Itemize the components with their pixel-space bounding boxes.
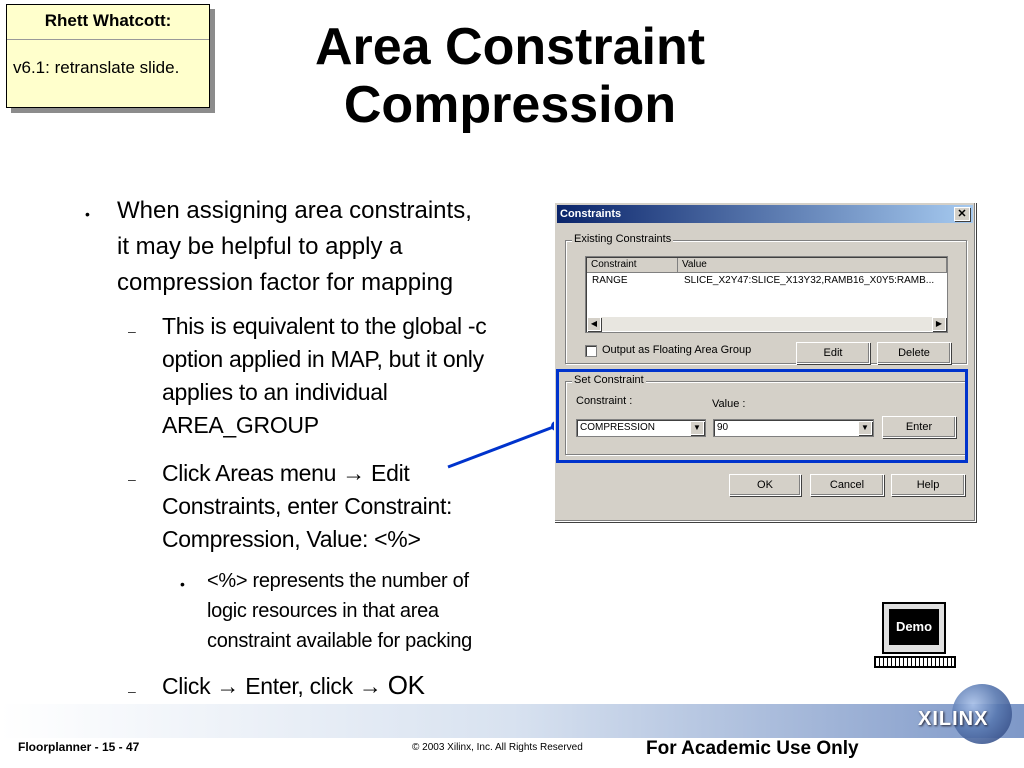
scroll-right-icon[interactable]: ▶ bbox=[932, 317, 946, 331]
xilinx-logo: XILINX bbox=[918, 708, 989, 730]
enter-button[interactable]: Enter bbox=[882, 416, 956, 438]
ok-word: OK bbox=[387, 670, 425, 700]
sub-line: option applied in MAP, but it only bbox=[162, 346, 484, 372]
row-constraint[interactable]: RANGE bbox=[592, 275, 628, 286]
constraints-list[interactable] bbox=[585, 256, 948, 333]
sub-line: AREA_GROUP bbox=[162, 412, 319, 438]
constraint-label: Constraint : bbox=[576, 395, 633, 407]
bullet-main-line: When assigning area constraints, bbox=[117, 197, 472, 224]
callout-line bbox=[440, 415, 570, 475]
sub-line: applies to an individual bbox=[162, 379, 388, 405]
footer-bar bbox=[0, 704, 1024, 738]
edit-button[interactable]: Edit bbox=[796, 342, 870, 364]
constraints-dialog bbox=[554, 202, 976, 522]
bullet-main-line: compression factor for mapping bbox=[117, 269, 454, 296]
cancel-button[interactable]: Cancel bbox=[810, 474, 884, 496]
bullet-main bbox=[117, 193, 517, 301]
scroll-left-icon[interactable]: ◀ bbox=[587, 317, 601, 331]
set-constraint-highlight bbox=[556, 369, 968, 463]
note-divider bbox=[7, 39, 209, 40]
column-header-constraint[interactable]: Constraint bbox=[587, 258, 678, 273]
floating-area-checkbox[interactable] bbox=[585, 345, 597, 357]
sub-line: Constraints, enter Constraint: bbox=[162, 493, 453, 519]
subsub-line: logic resources in that area bbox=[207, 600, 439, 622]
dash-mark: – bbox=[128, 471, 136, 487]
reviewer-note bbox=[6, 4, 210, 108]
delete-button[interactable]: Delete bbox=[877, 342, 951, 364]
footer-academic: For Academic Use Only bbox=[646, 738, 859, 759]
subsub-bullet-represents bbox=[207, 566, 517, 656]
sub-line: Compression, Value: <%> bbox=[162, 526, 421, 552]
row-value[interactable]: SLICE_X2Y47:SLICE_X13Y32,RAMB16_X0Y5:RAMB... bbox=[684, 275, 935, 286]
subsub-line: <%> represents the number of bbox=[207, 570, 469, 592]
group-label: Existing Constraints bbox=[574, 233, 672, 245]
footer-module: Floorplanner - 15 - 47 bbox=[18, 740, 140, 754]
dash-mark: – bbox=[128, 683, 136, 699]
dialog-title: Constraints bbox=[560, 208, 622, 220]
note-author: Rhett Whatcott: bbox=[44, 11, 172, 30]
existing-constraints-group bbox=[565, 233, 967, 364]
column-header-value[interactable]: Value bbox=[678, 258, 947, 273]
note-body: v6.1: retranslate slide. bbox=[13, 58, 180, 77]
slide-title bbox=[250, 18, 770, 134]
title-line-2: Compression bbox=[343, 76, 677, 134]
demo-label: Demo bbox=[889, 609, 939, 645]
checkbox-label: Output as Floating Area Group bbox=[602, 344, 752, 356]
bullet-main-line: it may be helpful to apply a bbox=[117, 233, 403, 260]
ok-button[interactable]: OK bbox=[729, 474, 801, 496]
constraint-combo-value: COMPRESSION bbox=[580, 422, 656, 433]
value-label: Value : bbox=[712, 398, 746, 410]
horizontal-scrollbar[interactable] bbox=[587, 317, 946, 331]
close-button[interactable]: ✕ bbox=[954, 207, 970, 221]
sub-line: Click Areas menu → Edit bbox=[162, 460, 410, 486]
sub-line: Click → Enter, click → bbox=[162, 673, 388, 699]
footer-copyright: © 2003 Xilinx, Inc. All Rights Reserved bbox=[412, 742, 583, 753]
dropdown-arrow-icon[interactable]: ▼ bbox=[690, 421, 704, 435]
keyboard-icon bbox=[874, 656, 956, 668]
dropdown-arrow-icon[interactable]: ▼ bbox=[858, 421, 872, 435]
dash-mark: – bbox=[128, 323, 136, 339]
bullet-mark: • bbox=[85, 206, 90, 222]
subsub-line: constraint available for packing bbox=[207, 630, 472, 652]
bullet-mark: • bbox=[180, 576, 185, 592]
sub-bullet-click-enter bbox=[162, 669, 522, 703]
help-button[interactable]: Help bbox=[891, 474, 965, 496]
group-label: Set Constraint bbox=[574, 374, 644, 386]
demo-computer-icon bbox=[882, 602, 946, 654]
sub-line: This is equivalent to the global -c bbox=[162, 313, 487, 339]
dialog-titlebar[interactable] bbox=[557, 205, 973, 223]
title-line-1: Area Constraint bbox=[314, 18, 706, 76]
value-combo-value: 90 bbox=[717, 422, 729, 433]
